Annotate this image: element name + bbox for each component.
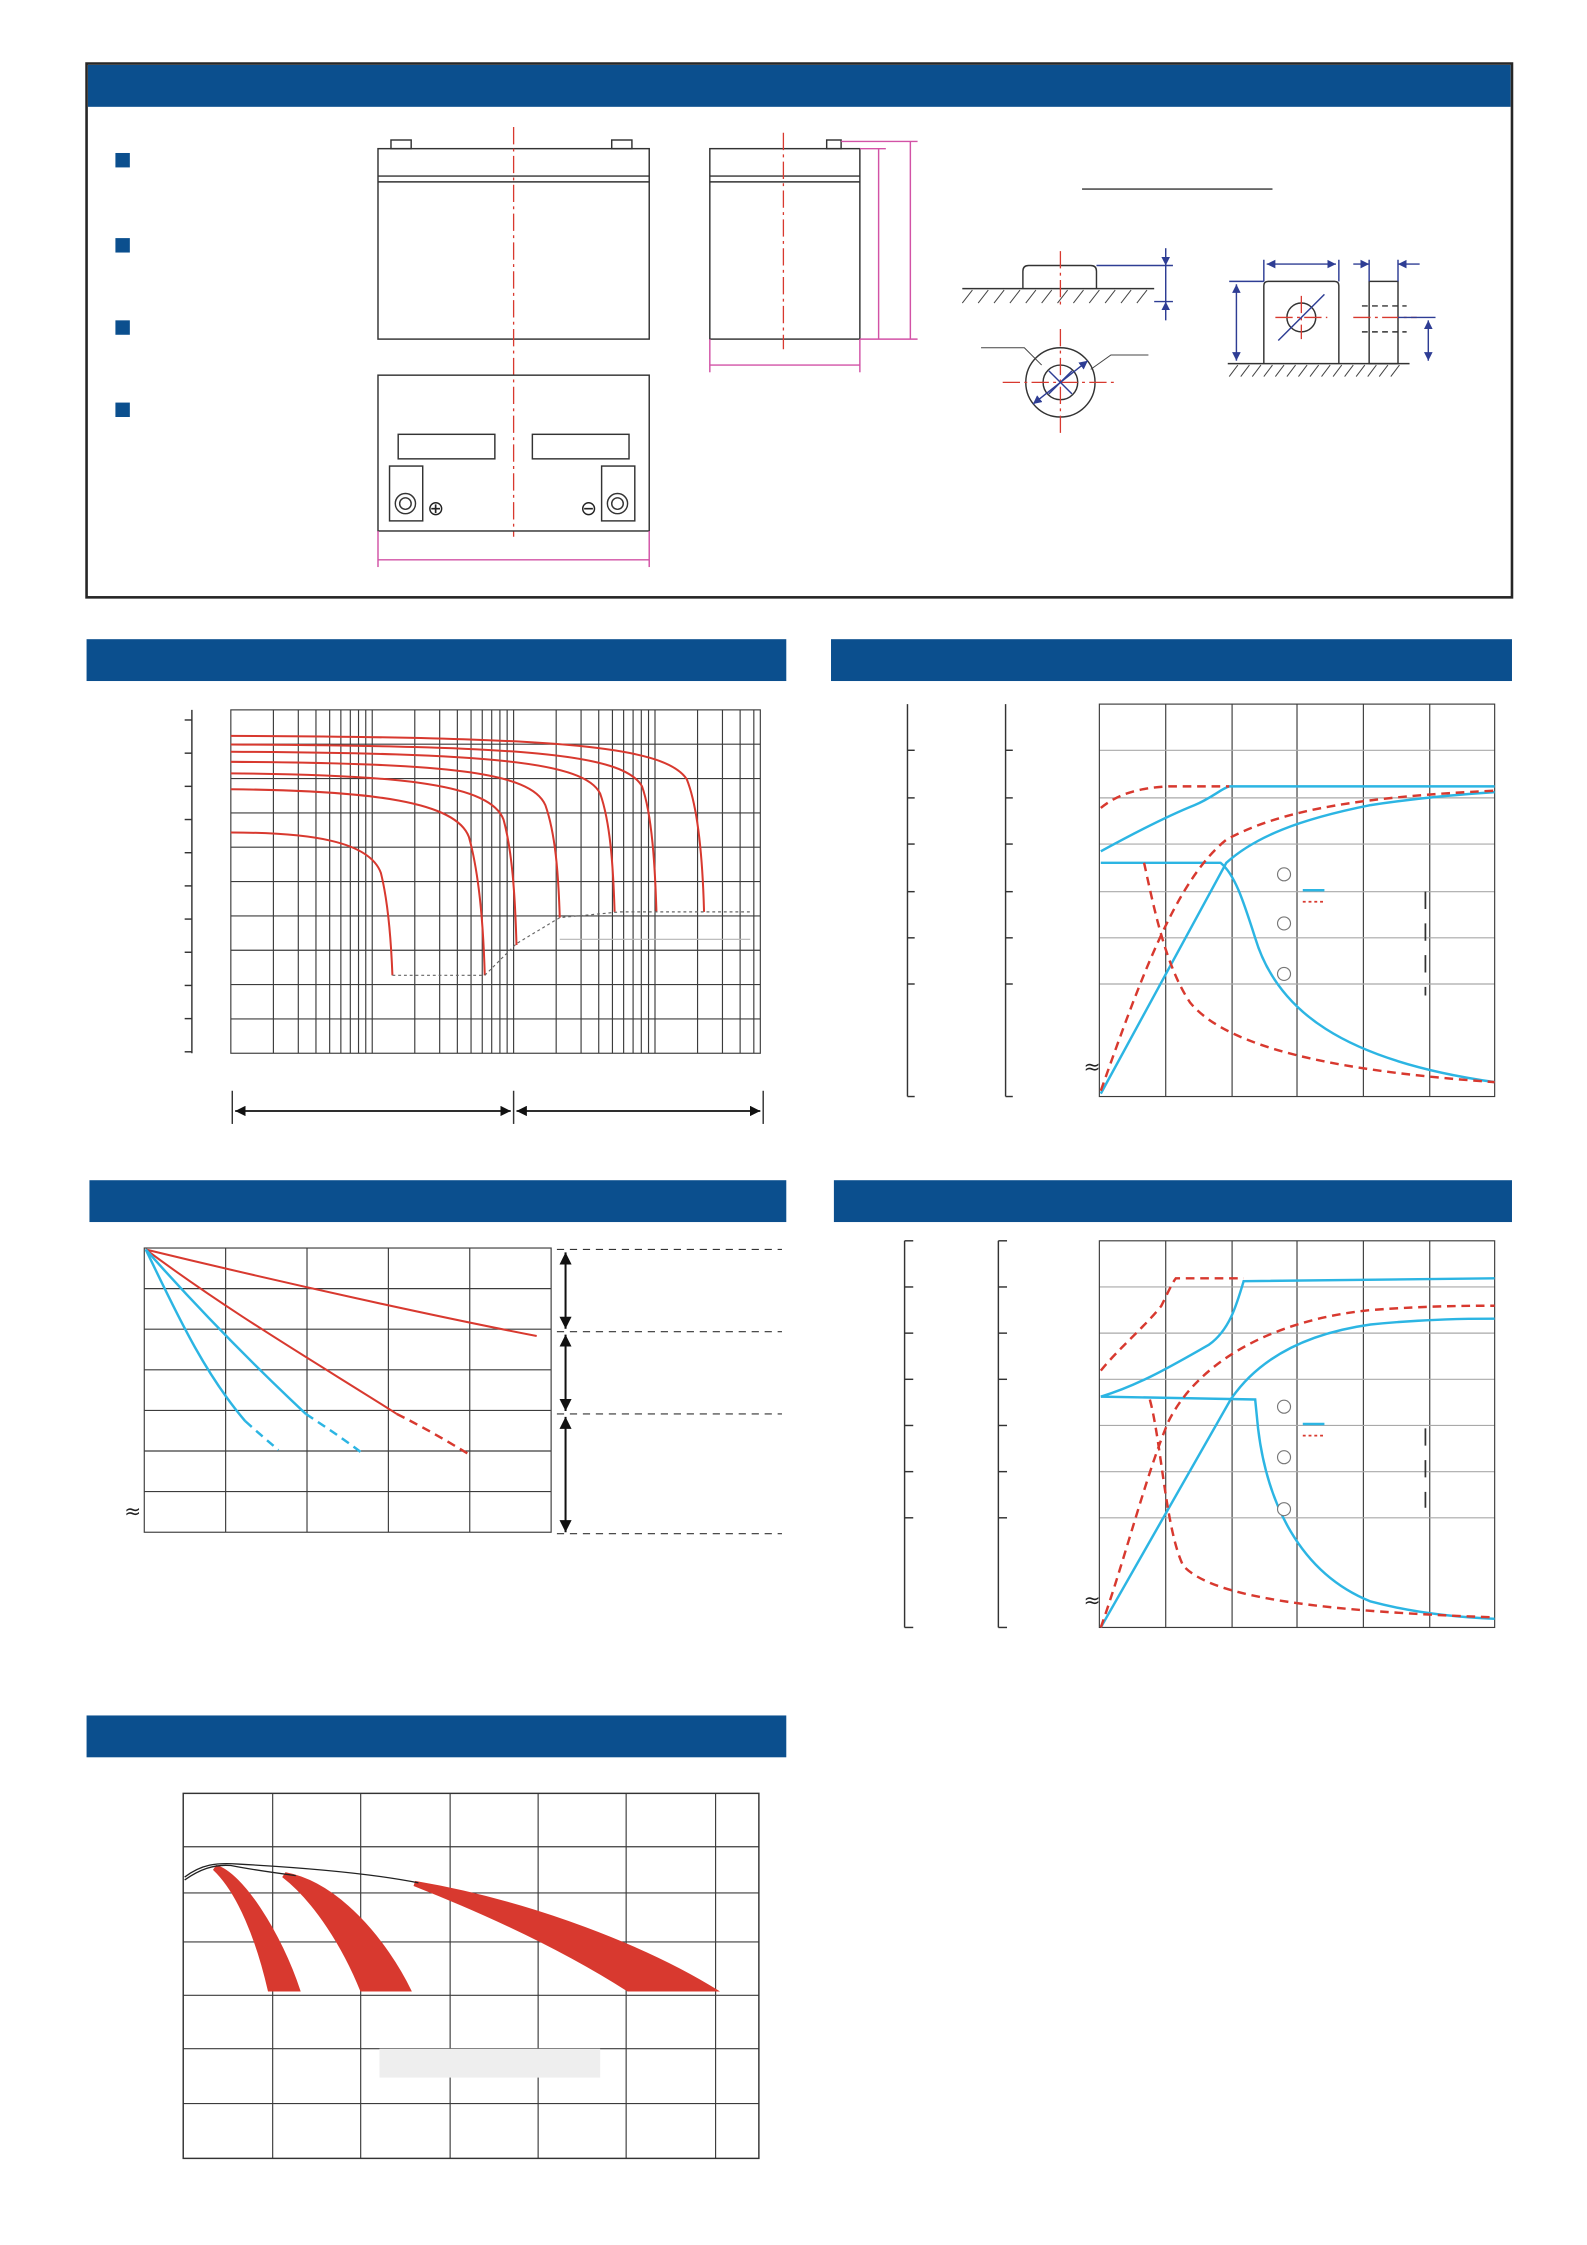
ground-hatch-stroke [1287,365,1296,377]
ground-hatch-stroke [1252,365,1261,377]
ground-hatch-stroke [978,290,988,303]
terminal-tab [391,140,411,149]
life-chart-header-bar [87,1715,787,1757]
legend-marker-icon [1278,868,1291,881]
legend-marker-icon [1278,917,1291,930]
terminal-tab [612,140,632,149]
storage-chart [89,1180,786,1533]
terminal-detail [962,189,1435,436]
storage-curve [146,1249,246,1421]
leader-line [1091,355,1149,369]
bullet-square-icon [115,320,129,334]
ground-hatch-stroke [1298,365,1307,377]
final-voltage-line [392,912,750,975]
label-area [398,434,495,459]
ground-hatch-stroke [1379,365,1388,377]
charge-volume-curve [1101,792,1495,1094]
ground-hatch-stroke [1275,365,1284,377]
square-terminal-front [1264,281,1339,363]
storage-curve-extrapolated [306,1414,364,1454]
discharge-curve [231,752,615,912]
legend-marker-icon [1278,967,1291,980]
charge-current-curve [1101,1397,1495,1619]
storage-curve [146,1249,537,1336]
ground-hatch-stroke [1121,290,1131,303]
life-chart [87,1715,787,2158]
life-chart-label-box [379,2049,600,2078]
bullet-square-icon [115,238,129,252]
ground-hatch-stroke [1322,365,1331,377]
terminal-bolt-inner [400,498,412,510]
ground-hatch-stroke [962,290,972,303]
discharge-curve [231,789,485,975]
positive-symbol: ⊕ [427,496,445,521]
ground-hatch-stroke [1333,365,1342,377]
legend-marker-icon [1278,1503,1291,1516]
ground-hatch-stroke [1089,290,1099,303]
dimensions-panel-header-bar [88,65,1511,107]
storage-curve [146,1249,397,1413]
dimensions-panel-frame [87,64,1512,598]
charge-chart-bottom-grid [905,1241,1495,1628]
ground-hatch-stroke [1137,290,1147,303]
storage-curve-extrapolated [245,1421,278,1450]
ground-hatch-stroke [1368,365,1377,377]
charge-chart-top-grid [907,704,1494,1096]
terminal-bolt-icon [607,493,627,513]
battery-side-outline [710,149,860,339]
charge-volume-curve [1101,1319,1495,1628]
ground-hatch-stroke [1356,365,1365,377]
life-band [283,1873,411,1991]
bullet-square-icon [115,153,129,167]
charge-voltage-curve-dashed [1101,1278,1244,1370]
ground-hatch-stroke [1042,290,1052,303]
discharge-curve [231,833,393,976]
charge-current-curve-dashed [1150,1400,1495,1618]
discharge-chart [87,639,787,1124]
discharge-chart-header-bar [87,639,787,681]
square-terminal-side [1369,281,1398,363]
ground-hatch-stroke [1241,365,1250,377]
charge-chart-top [831,639,1512,1096]
ground-hatch-stroke [1026,290,1036,303]
storage-curve-extrapolated [397,1414,469,1454]
ground-hatch-stroke [1310,365,1319,377]
ground-hatch-stroke [994,290,1004,303]
charge-chart-bottom [834,1180,1512,1627]
battery-side-view [710,133,918,372]
legend-marker-icon [1278,1451,1291,1464]
negative-symbol: ⊖ [580,496,598,521]
ground-hatch-stroke [1073,290,1083,303]
ground-hatch-stroke [1264,365,1273,377]
ground-hatch-stroke [1010,290,1020,303]
ground-hatch-stroke [1105,290,1115,303]
storage-chart-header-bar [89,1180,786,1222]
terminal-tab [827,140,841,149]
ground-hatch [1229,365,1399,377]
label-area [532,434,629,459]
ground-hatch-stroke [1391,365,1400,377]
discharge-curve [231,762,560,918]
charge-chart-bottom-header-bar [834,1180,1512,1222]
charge-current-curve-dashed [1144,863,1495,1082]
charge-chart-top-header-bar [831,639,1512,681]
charge-volume-curve-dashed [1101,791,1495,1091]
terminal-bolt-inner [612,498,624,510]
terminal-bolt-icon [395,493,415,513]
axis-break-icon: ≈ [1083,1054,1101,1079]
ground-hatch-stroke [1058,290,1068,303]
axis-break-icon: ≈ [1083,1588,1101,1613]
charge-current-curve [1101,863,1495,1082]
terminal-profile [1023,266,1097,289]
life-band [214,1866,301,1992]
charge-volume-curve-dashed [1101,1306,1495,1628]
ground-hatch [962,290,1147,303]
axis-break-icon: ≈ [124,1498,142,1523]
dimensions-panel [87,64,1512,598]
ground-hatch-stroke [1345,365,1354,377]
ground-hatch-stroke [1229,365,1238,377]
bullet-square-icon [115,403,129,417]
legend-marker-icon [1278,1400,1291,1413]
life-band [414,1881,718,1991]
